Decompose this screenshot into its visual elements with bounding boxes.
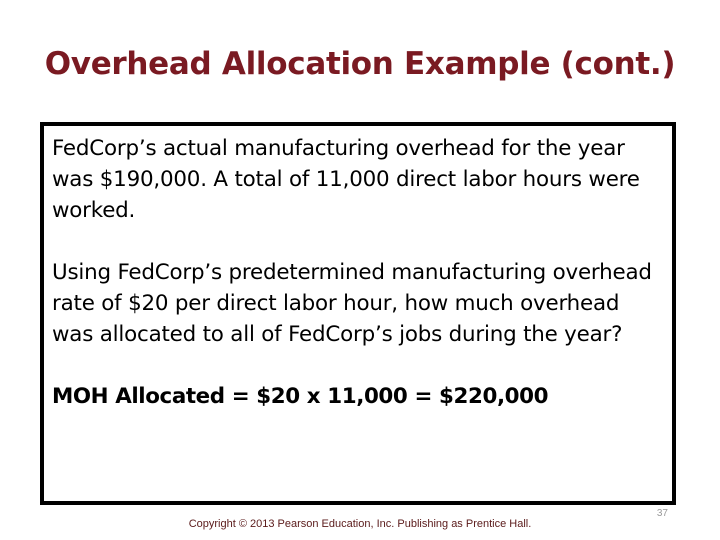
answer-text: MOH Allocated = $20 x 11,000 = $220,000	[52, 384, 549, 409]
slide-title: Overhead Allocation Example (cont.)	[44, 46, 676, 82]
content-box	[40, 122, 676, 505]
copyright-footer: Copyright © 2013 Pearson Education, Inc. Publishing as Prentice Hall.	[188, 518, 532, 530]
paragraph-facts: FedCorp’s actual manufacturing overhead for the year was $190,000. A total of 11,000 direct labor hours were worked.	[52, 136, 640, 223]
page-number: 37	[656, 508, 668, 519]
paragraph-question: Using FedCorp’s predetermined manufacturing overhead rate of $20 per direct labor hour, how much overhead was allocated to all of FedCorp’s jobs during the year?	[52, 260, 652, 347]
